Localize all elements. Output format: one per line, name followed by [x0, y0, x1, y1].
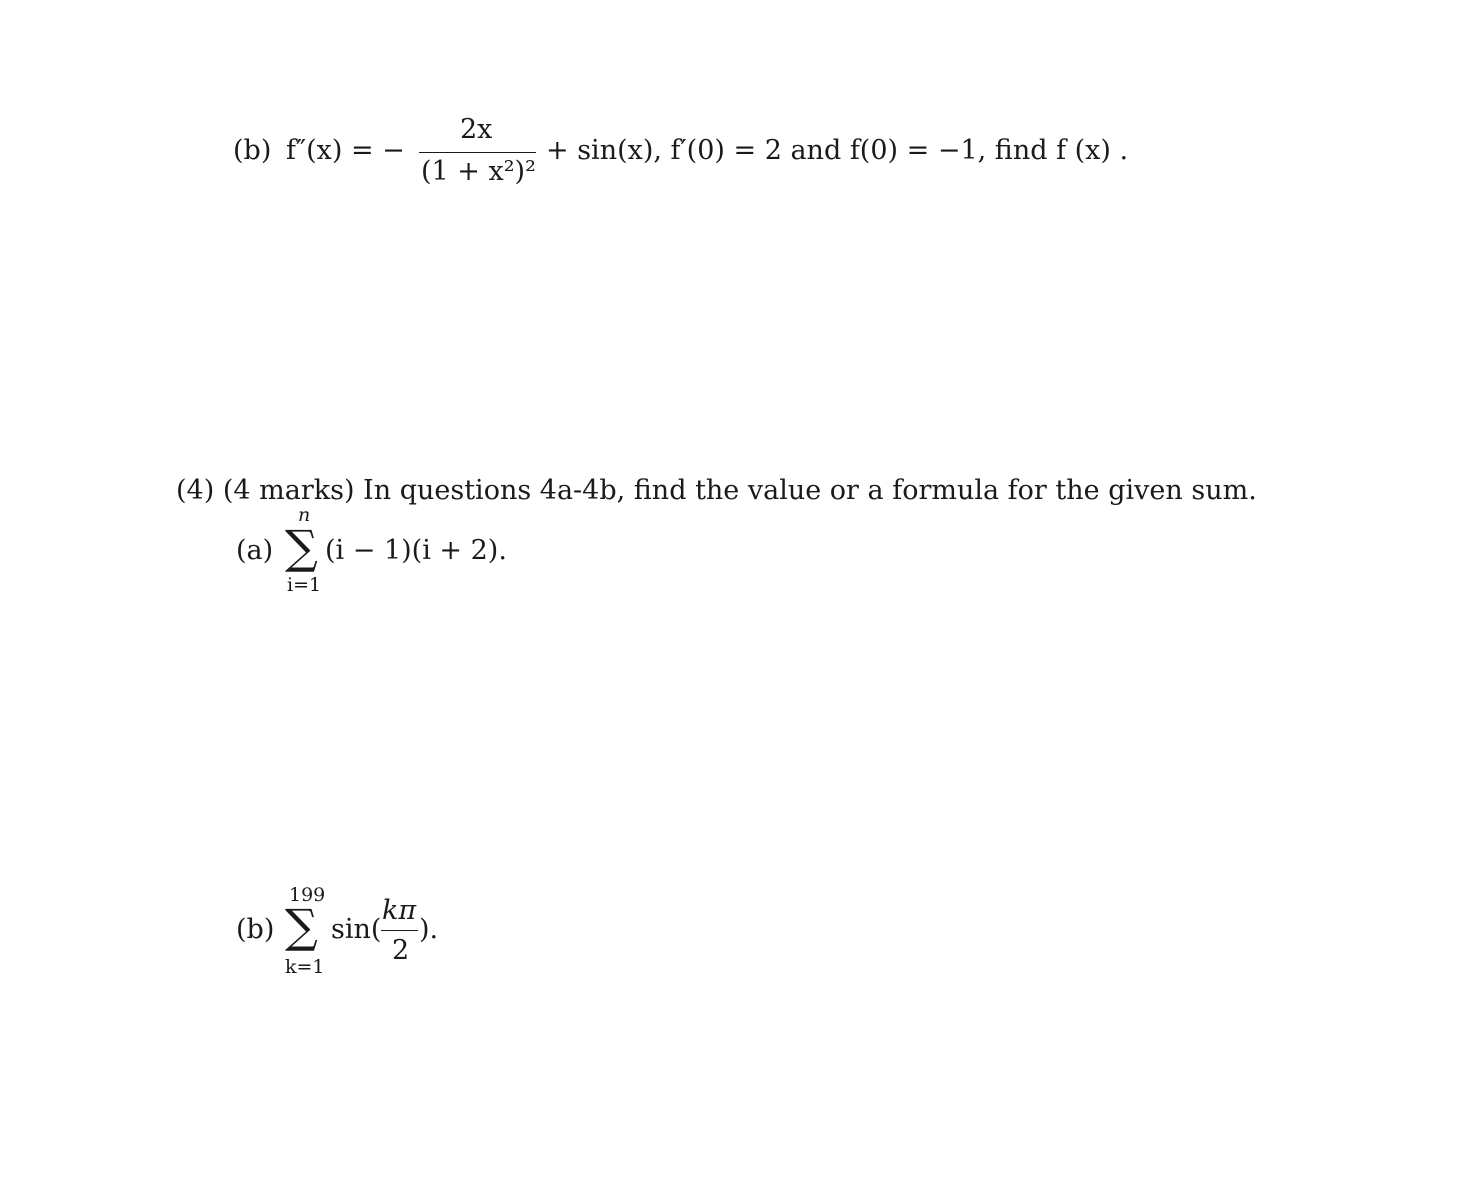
q3b-fraction-numerator: 2x	[460, 114, 493, 145]
q3b-lhs: f″(x) = −	[286, 135, 405, 166]
q4b-close: ).	[419, 914, 439, 945]
q4b-sin: sin(	[331, 914, 382, 945]
q4a-sum-lower-limit: i=1	[287, 574, 322, 596]
q3b-label: (b)	[233, 135, 272, 166]
q4b-sum-lower-limit: k=1	[285, 956, 325, 978]
q4b-summation-sign: ∑	[285, 899, 318, 953]
q3b-fraction-denominator: (1 + x²)²	[421, 156, 536, 187]
q4b-sum-upper-limit: 199	[289, 884, 326, 906]
q3b-fraction-bar	[419, 152, 536, 153]
q4a-label: (a)	[236, 535, 274, 566]
q4b-fraction-denominator: 2	[392, 935, 410, 966]
q4-header: (4) (4 marks) In questions 4a-4b, find the value or a formula for the given sum.	[176, 475, 1257, 506]
q4a-summation-sign: ∑	[285, 520, 318, 574]
q4b-fraction-numerator: kπ	[382, 895, 417, 926]
q4b-fraction-bar	[381, 930, 418, 931]
q4a-sum-upper-limit: n	[298, 504, 311, 526]
q4a-summand: (i − 1)(i + 2).	[325, 535, 507, 566]
q4b-label: (b)	[236, 914, 275, 945]
q3b-rest: + sin(x), f′(0) = 2 and f(0) = −1, find f (x) .	[546, 135, 1129, 166]
